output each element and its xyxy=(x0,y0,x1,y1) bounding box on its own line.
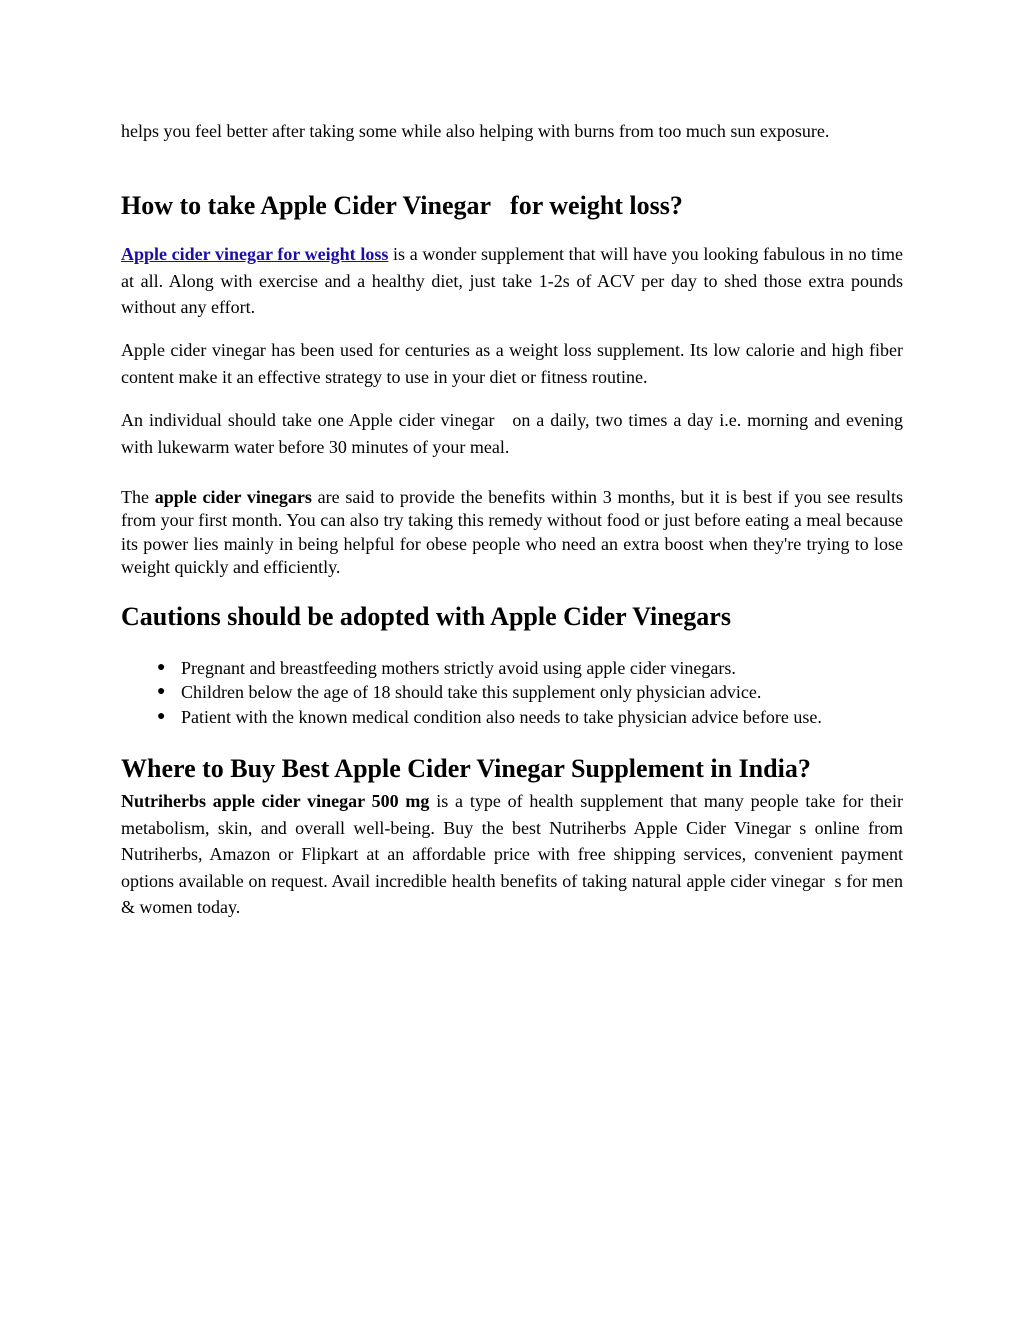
paragraph-benefits-text: are said to provide the benefits within 3 months, but it is best if you see results from your first month. You can also try taking this remedy without food or just before eating a meal because its power lies mainly in being helpful for obese people who need an extra boost when they're trying to lose weight quickly and efficiently. xyxy=(121,487,903,577)
list-item-text: Pregnant and breastfeeding mothers strictly avoid using apple cider vinegars. xyxy=(181,658,736,678)
heading-how-to-take: How to take Apple Cider Vinegar for weight loss? xyxy=(121,191,683,220)
intro-paragraph: helps you feel better after taking some while also helping with burns from too much sun exposure. xyxy=(121,121,830,141)
nutriherbs-product-bold: Nutriherbs apple cider vinegar 500 mg xyxy=(121,791,430,811)
bullet-icon: ● xyxy=(157,660,166,675)
bullet-icon: ● xyxy=(157,684,166,700)
paragraph-centuries: Apple cider vinegar has been used for centuries as a weight loss supplement. Its low calorie and high fiber content make it an effective strategy to use in your diet or fitness routine. xyxy=(121,340,903,387)
bullet-icon: ● xyxy=(157,708,166,724)
paragraph-nutriherbs xyxy=(121,788,908,921)
list-item-text: Children below the age of 18 should take this supplement only physician advice. xyxy=(181,682,762,703)
list-item xyxy=(121,705,903,729)
paragraph-benefits-pre: The xyxy=(121,487,155,507)
heading-cautions: Cautions should be adopted with Apple Cider Vinegars xyxy=(121,602,731,631)
paragraph-wonder-supplement xyxy=(121,241,903,321)
cautions-list xyxy=(121,656,903,729)
apple-cider-vinegars-bold: apple cider vinegars xyxy=(154,487,312,507)
paragraph-benefits xyxy=(121,486,903,579)
list-item-text: Patient with the known medical condition also needs to take physician advice before use. xyxy=(181,706,822,727)
paragraph-daily-dose: An individual should take one Apple cider vinegar on a daily, two times a day i.e. morning and evening with lukewarm water before 30 minutes of your meal. xyxy=(121,410,908,457)
list-item xyxy=(121,680,903,704)
list-item xyxy=(121,656,903,680)
paragraph-nutriherbs-text: is a type of health supplement that many people take for their metabolism, skin, and overall well-being. Buy the best Nutriherbs Apple Cider Vinegar s online from Nutriherbs, Amazon or Flipkart at an affordable price with free shipping services, convenient payment options available on request. Avail incredible health benefits of taking natural apple cider vinegar s for men & women today. xyxy=(121,791,908,917)
heading-where-to-buy: Where to Buy Best Apple Cider Vinegar Supplement in India? xyxy=(121,754,811,783)
weight-loss-link[interactable]: Apple cider vinegar for weight loss xyxy=(121,244,389,264)
paragraph-wonder-supplement-text: is a wonder supplement that will have you looking fabulous in no time at all. Along with exercise and a healthy diet, just take 1-2s of ACV per day to shed those extra pounds without any effort. xyxy=(121,244,904,317)
